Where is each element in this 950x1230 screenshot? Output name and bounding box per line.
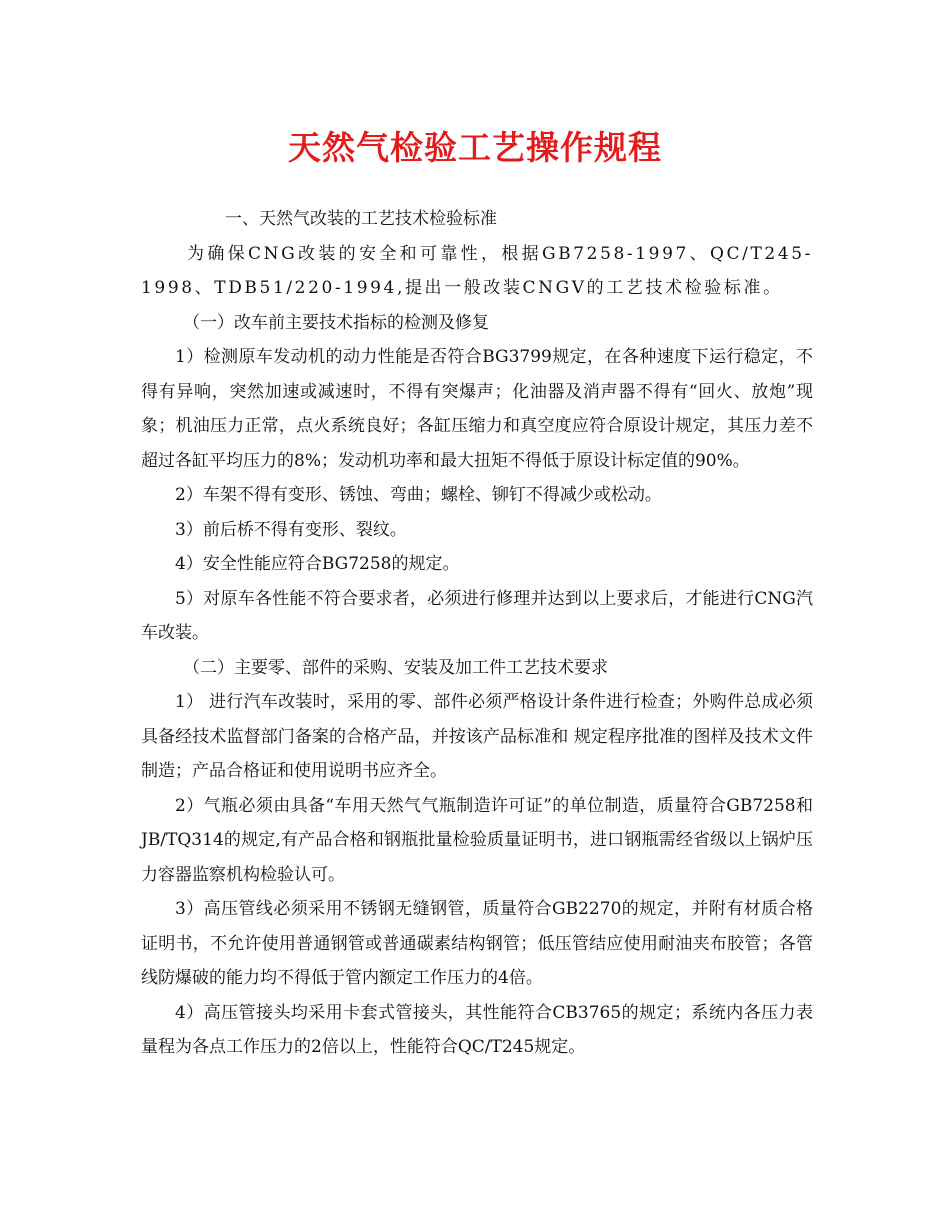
list-item-gas-cylinder: 2）气瓶必须由具备“车用天然气气瓶制造许可证”的单位制造，质量符合GB7258和JB/TQ314的规定,有产品合格和钢瓶批量检验质量证明书，进口钢瓶需经省级以上锅炉压力容器监察机构检验认可。 <box>141 795 813 885</box>
document-body <box>141 202 836 1065</box>
list-item-parts-inspection: 1） 进行汽车改装时，采用的零、部件必须严格设计条件进行检查；外购件总成必须具备经技术监督部门备案的合格产品，并按该产品标准和 规定程序批准的图样及技术文件制造；产品合格证和使用说明书应齐全。 <box>141 692 813 781</box>
list-item-high-pressure-pipe: 3）高压管线必须采用不锈钢无缝钢管，质量符合GB2270的规定，并附有材质合格证明书，不允许使用普通钢管或普通碳素结构钢管；低压管结应使用耐油夹布胶管；各管线防爆破的能力均不得低于管内额定工作压力的4倍。 <box>141 899 813 988</box>
list-item-repair-requirement: 5）对原车各性能不符合要求者，必须进行修理并达到以上要求后，才能进行CNG汽 车改装。 <box>141 588 836 643</box>
document-title: 天然气检验工艺操作规程 <box>288 128 662 167</box>
sub-heading-components: （二）主要零、部件的采购、安装及加工件工艺技术要求 <box>183 657 608 678</box>
list-item-safety-check: 4）安全性能应符合BG7258的规定。 <box>175 554 460 574</box>
list-item-frame-check: 2）车架不得有变形、锈蚀、弯曲；螺栓、铆钉不得减少或松动。 <box>175 485 662 505</box>
list-item-engine-check: 1）检测原车发动机的动力性能是否符合BG3799规定，在各种速度下运行稳定，不得有异响，突然加速或减速时，不得有突爆声；化油器及消声器不得有“回火、放炮”现象；机油压力正常，点火系统良好；各缸压缩力和真空度应符合原设计规定，其压力差不超过各缸平均压力的8%；发动机功率和最大扭矩不得低于原设计标定值的90%。 <box>141 347 813 471</box>
list-item-pipe-joints: 4）高压管接头均采用卡套式管接头，其性能符合CB3765的规定；系统内各压力表量程为各点工作压力的2倍以上，性能符合QC/T245规定。 <box>141 1002 813 1057</box>
intro-paragraph: 为确保CNG改装的安全和可靠性，根据GB7258-1997、QC/T245-1998、TDB51/220-1994,提出一般改装CNGV的工艺技术检验标准。 <box>141 243 813 298</box>
list-item-axle-check: 3）前后桥不得有变形、裂纹。 <box>175 519 407 540</box>
sub-heading-inspection: （一）改车前主要技术指标的检测及修复 <box>183 312 489 333</box>
section-heading: 一、天然气改装的工艺技术检验标准 <box>225 209 497 229</box>
